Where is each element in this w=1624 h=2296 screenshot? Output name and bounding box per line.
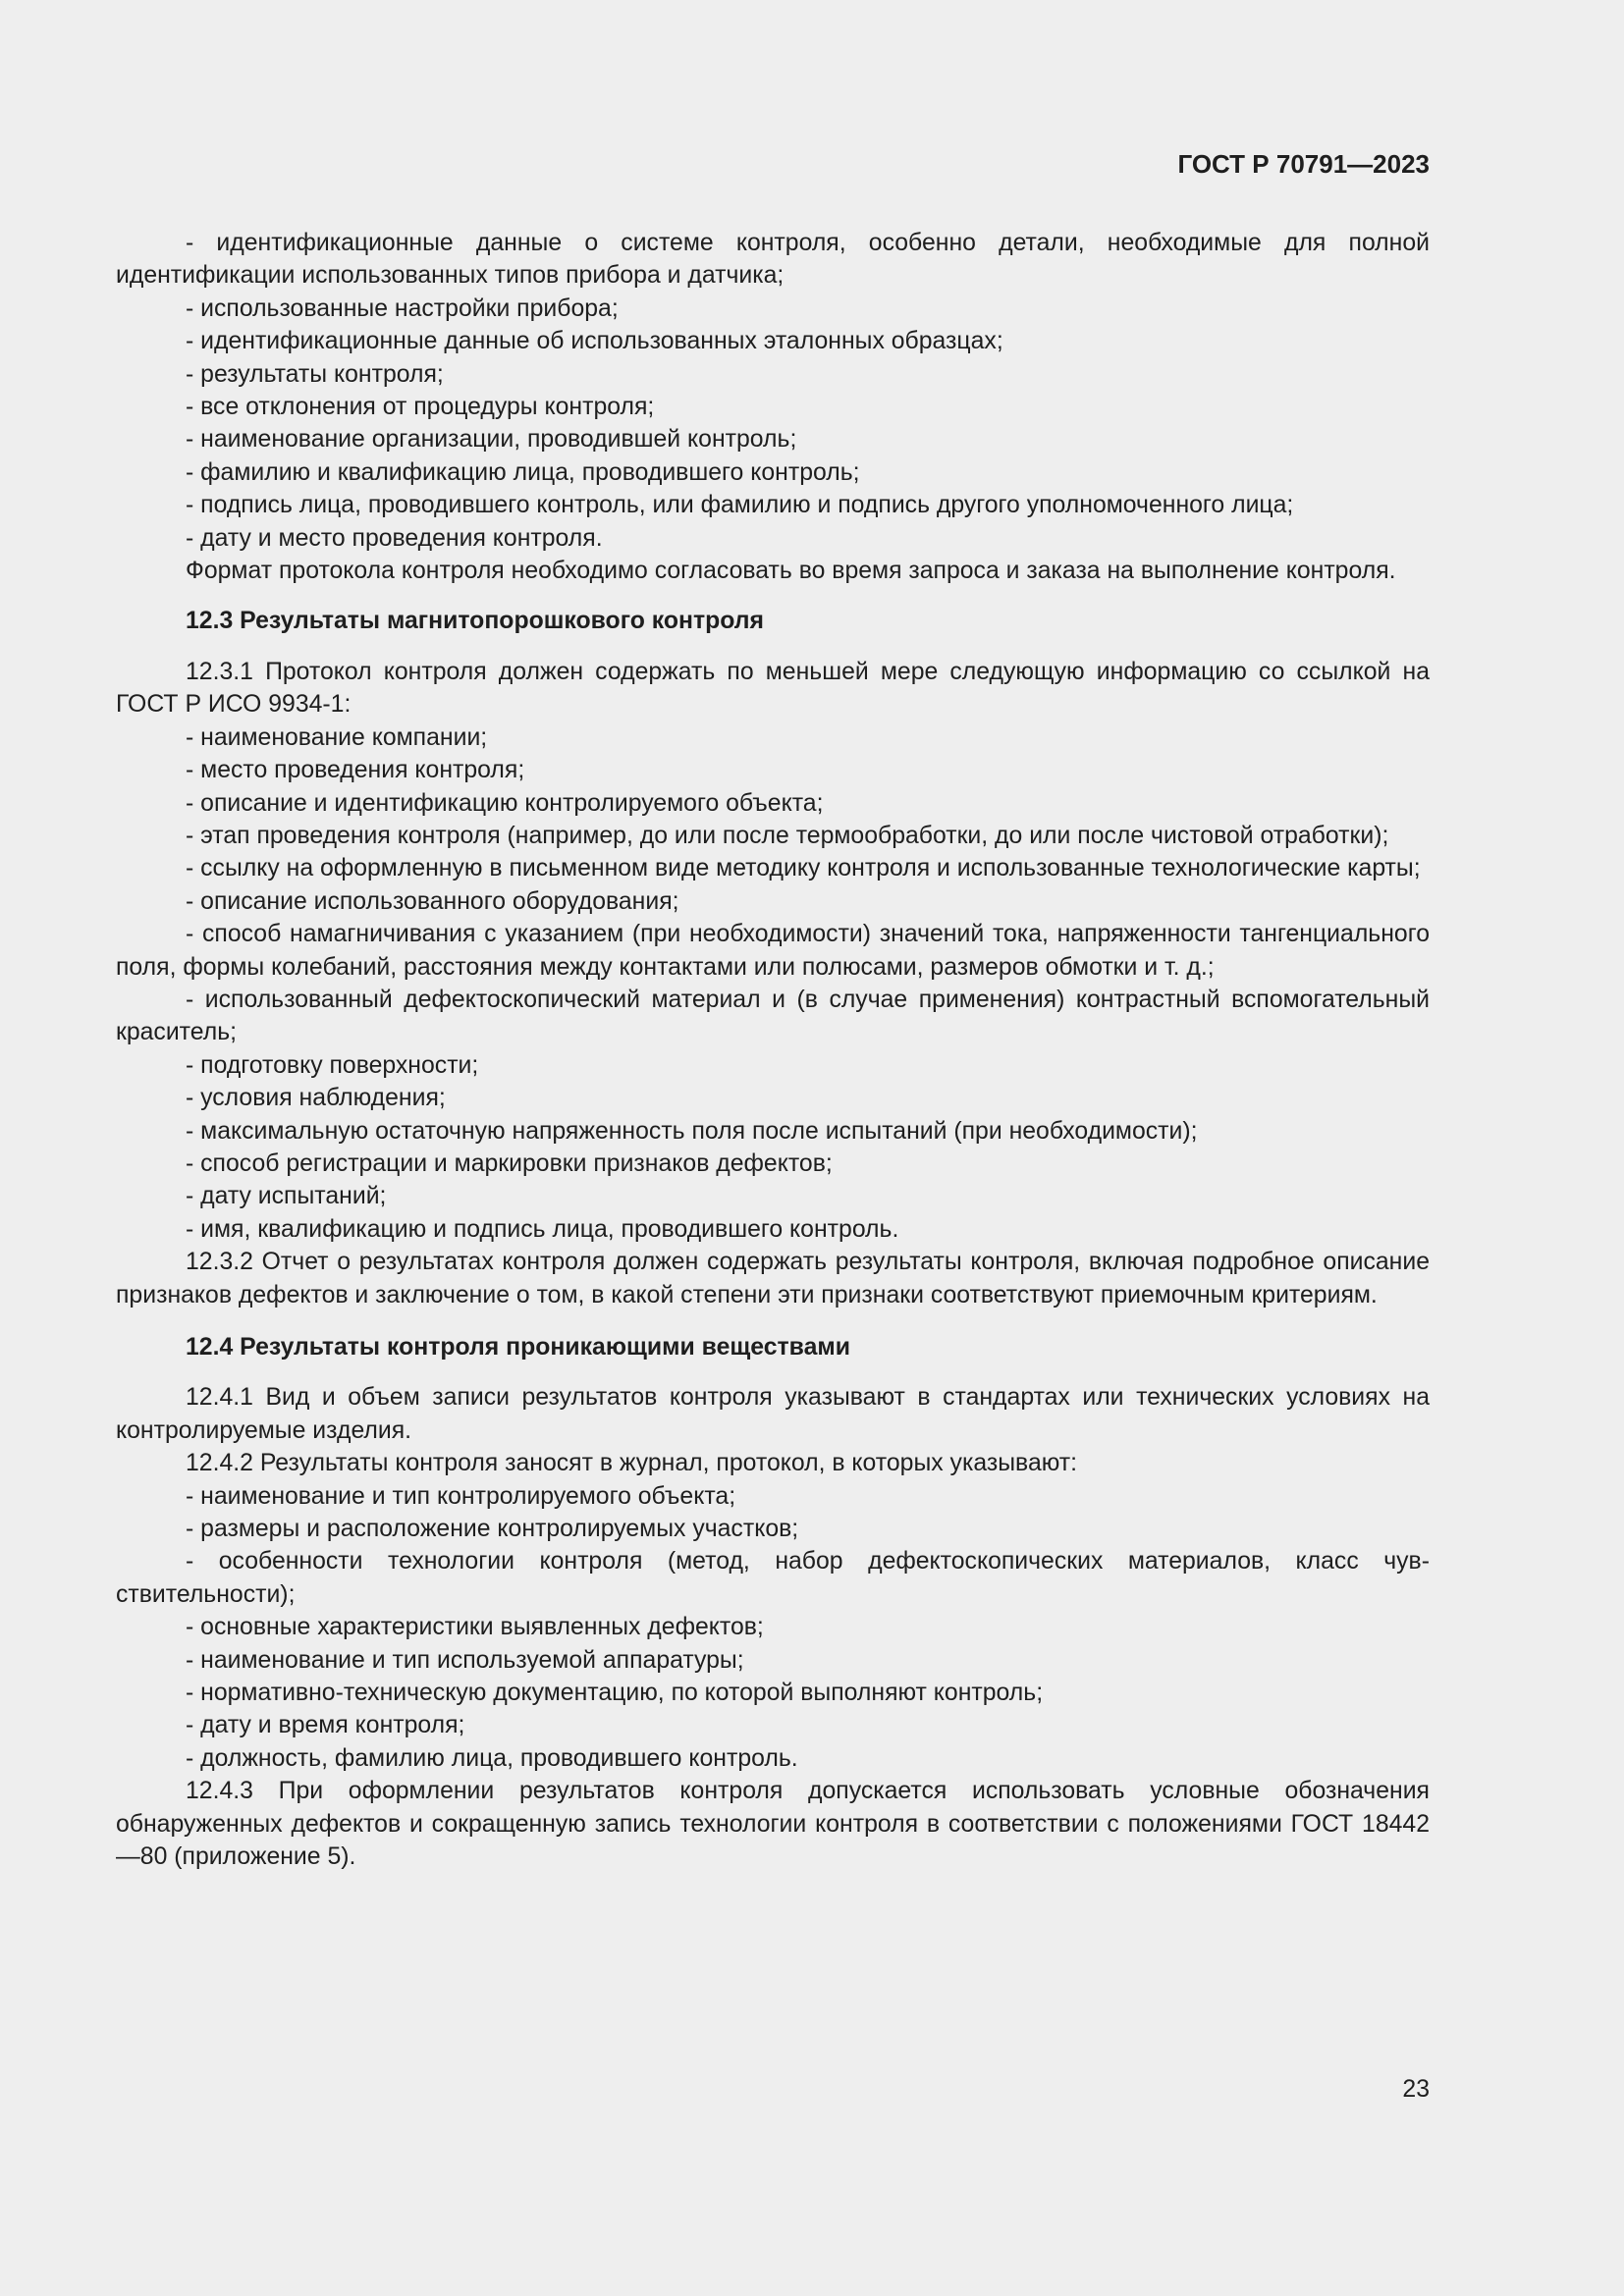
list-item: - наименование компании; <box>186 723 488 751</box>
paragraph-12-3-1: 12.3.1 Протокол контроля должен содержать по меньшей мере следующую информацию со ссылкой на ГОСТ Р ИСО 9934-1: <box>116 658 1430 719</box>
list-item: - фамилию и квалификацию лица, проводившего контроль; <box>186 458 860 486</box>
list-item: - использованные настройки прибора; <box>186 294 619 322</box>
list-item: - подпись лица, проводившего контроль, или фамилию и подпись другого уполномоченного лица; <box>186 492 1294 519</box>
list-item: - результаты контроля; <box>186 360 444 388</box>
list-item: - особенности технологии контроля (метод, набор дефектоскопических материалов, класс чувствительности); <box>116 1548 1430 1608</box>
list-item: - наименование и тип контролируемого объекта; <box>186 1482 736 1510</box>
section-heading-12-3: 12.3 Результаты магнитопорошкового контроля <box>186 608 764 635</box>
list-item: - наименование организации, проводившей контроль; <box>186 426 797 454</box>
list-item: - подготовку поверхности; <box>186 1051 479 1079</box>
list-item: - описание и идентификацию контролируемого объекта; <box>186 789 824 817</box>
list-item: - дату и место проведения контроля. <box>186 524 603 552</box>
paragraph: Формат протокола контроля необходимо согласовать во время запроса и заказа на выполнение контроля. <box>186 558 1396 585</box>
list-item: - наименование и тип используемой аппаратуры; <box>186 1646 744 1674</box>
list-item: - имя, квалификацию и подпись лица, проводившего контроль. <box>186 1215 899 1243</box>
paragraph-12-4-1: 12.4.1 Вид и объем записи результатов контроля указывают в стандартах или технических условиях на контролируемые изделия. <box>116 1384 1430 1444</box>
list-item: - использованный дефектоскопический материал и (в случае применения) контрастный вспомогательный краситель; <box>116 986 1430 1046</box>
list-item: - способ регистрации и маркировки признаков дефектов; <box>186 1149 833 1177</box>
list-item: - размеры и расположение контролируемых участков; <box>186 1516 799 1543</box>
list-item: - все отклонения от процедуры контроля; <box>186 394 655 421</box>
list-item: - описание использованного оборудования; <box>186 887 679 915</box>
page-number: 23 <box>1402 2076 1430 2103</box>
paragraph-12-4-2: 12.4.2 Результаты контроля заносят в журнал, протокол, в которых указывают: <box>186 1450 1078 1477</box>
list-item: - максимальную остаточную напряженность поля после испытаний (при необходимости); <box>186 1117 1198 1145</box>
document-body <box>116 227 1430 1874</box>
paragraph-12-3-2: 12.3.2 Отчет о результатах контроля должен содержать результаты контроля, включая подробное описание признаков дефектов и заключение о том, в какой степени эти признаки соответствуют приемочным критериям. <box>116 1249 1430 1308</box>
list-item: - должность, фамилию лица, проводившего контроль. <box>186 1744 798 1772</box>
document-header: ГОСТ Р 70791—2023 <box>1177 149 1430 179</box>
list-item: - этап проведения контроля (например, до или после термообработки, до или после чистовой отработки); <box>186 822 1389 849</box>
list-item: - идентификационные данные о системе контроля, особенно детали, необходимые для полной идентификации использованных типов прибора и датчика; <box>116 230 1430 290</box>
list-item: - дату и время контроля; <box>186 1712 465 1739</box>
list-item: - ссылку на оформленную в письменном виде методику контроля и использованные технологические карты; <box>186 855 1421 882</box>
list-item: - нормативно-техническую документацию, по которой выполняют контроль; <box>186 1680 1044 1707</box>
list-item: - идентификационные данные об использованных эталонных образцах; <box>186 328 1003 355</box>
list-item: - дату испытаний; <box>186 1183 387 1210</box>
list-item: - условия наблюдения; <box>186 1085 446 1112</box>
paragraph-12-4-3: 12.4.3 При оформлении результатов контроля допускается использовать условные обозначения обнаруженных дефектов и сокращенную запись технологии контроля в соответствии с положениями ГОСТ 18442—80 (приложение 5). <box>116 1778 1430 1871</box>
list-item: - основные характеристики выявленных дефектов; <box>186 1614 764 1641</box>
list-item: - место проведения контроля; <box>186 757 525 784</box>
list-item: - способ намагничивания с указанием (при необходимости) значений тока, напряженности тангенциального поля, формы колебаний, расстояния между контактами или полюсами, размеров обмотки и т. д.; <box>116 921 1430 981</box>
section-heading-12-4: 12.4 Результаты контроля проникающими веществами <box>186 1334 850 1361</box>
